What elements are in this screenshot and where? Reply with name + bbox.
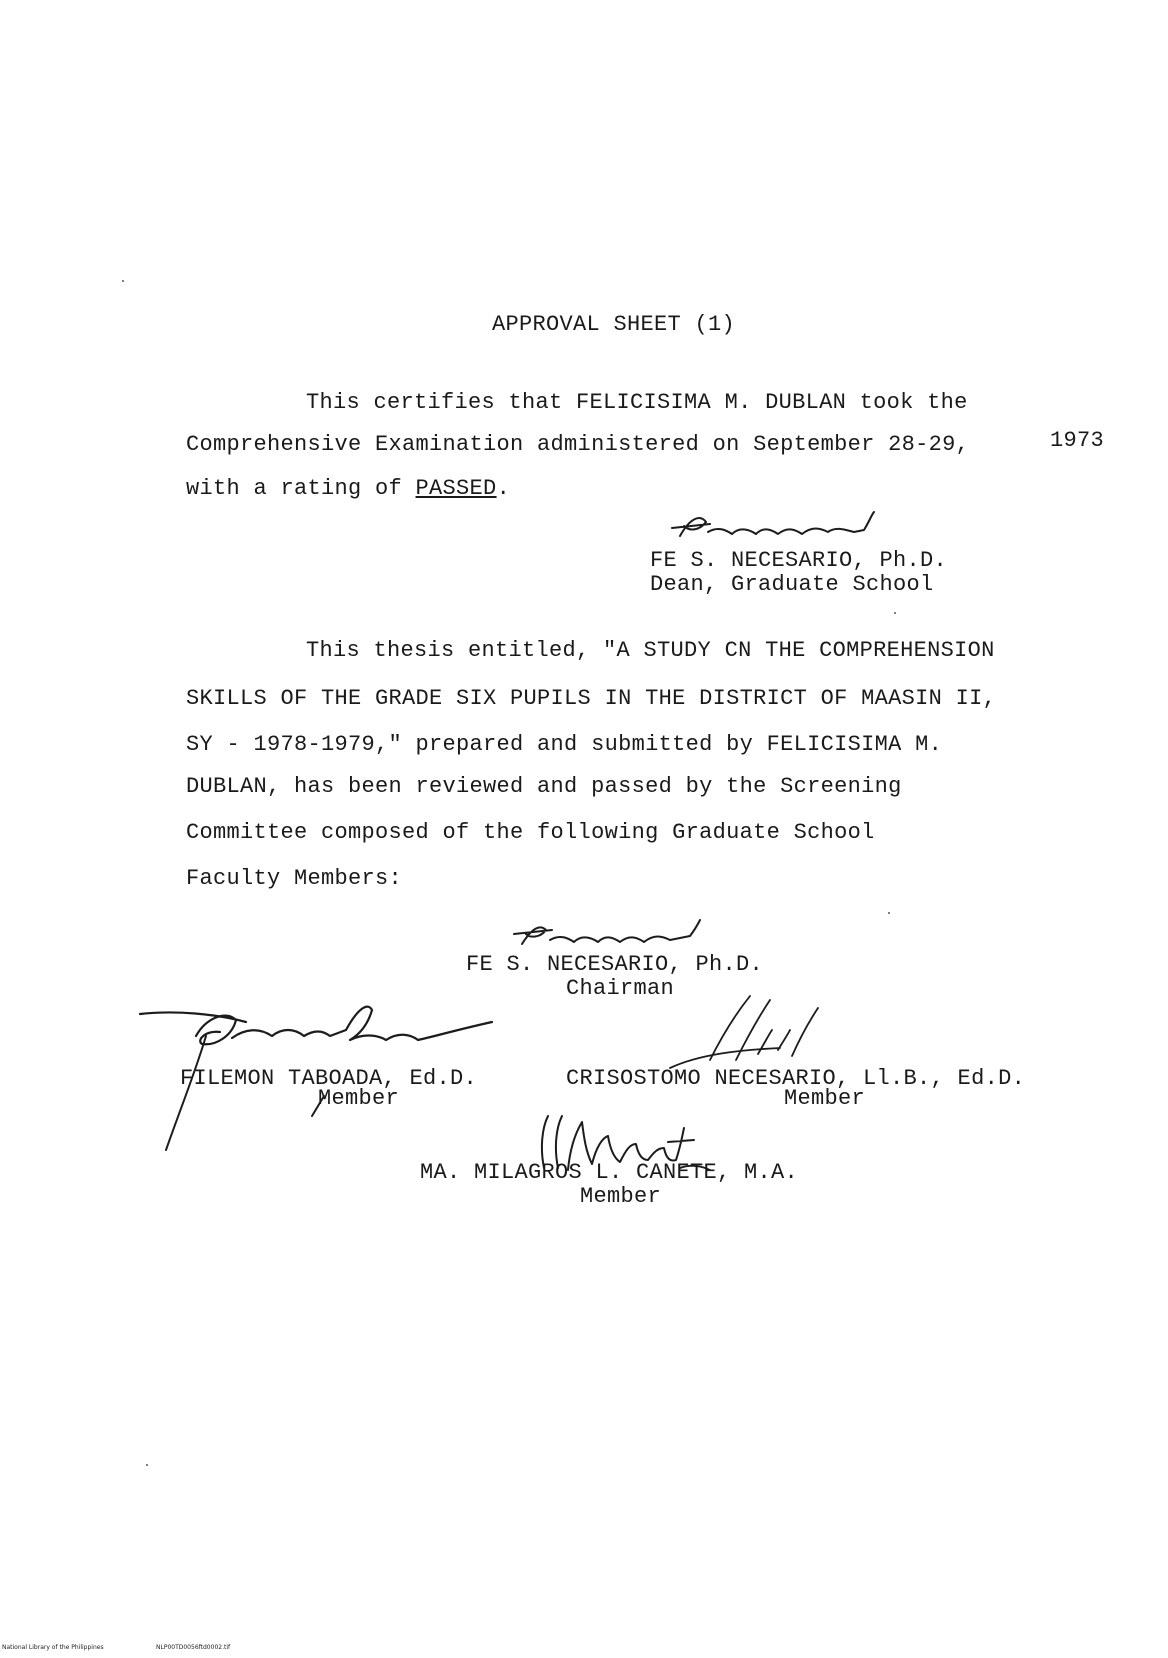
member2-name: CRISOSTOMO NECESARIO, Ll.B., Ed.D. [566, 1066, 1026, 1091]
chairman-role: Chairman [566, 976, 675, 1001]
chairman-signature [500, 916, 730, 956]
document-title: APPROVAL SHEET (1) [492, 312, 736, 337]
footer-file: NLP00TD0056ftd0002.tif [156, 1644, 231, 1651]
certification-year: 1973 [1050, 428, 1105, 453]
rating-prefix: with a rating of [186, 476, 416, 501]
certification-line-1: This certifies that FELICISIMA M. DUBLAN took the [306, 390, 968, 415]
scan-speck [894, 612, 896, 614]
member1-role: Member [318, 1086, 400, 1111]
thesis-line-2: SKILLS OF THE GRADE SIX PUPILS IN THE DISTRICT OF MAASIN II, [186, 686, 997, 711]
scan-speck [888, 912, 890, 914]
scan-speck [146, 1464, 148, 1466]
rating-suffix: . [496, 476, 511, 501]
member2-signature [650, 990, 820, 1070]
dean-signature [660, 508, 920, 548]
certification-line-3 [186, 476, 510, 502]
scan-speck [122, 280, 124, 282]
thesis-line-5: Committee composed of the following Graduate School [186, 820, 875, 845]
dean-name: FE S. NECESARIO, Ph.D. [650, 548, 948, 573]
footer-library: National Library of the Philippines [2, 1644, 104, 1651]
thesis-line-3: SY - 1978-1979," prepared and submitted by FELICISIMA M. [186, 732, 943, 757]
thesis-line-1: This thesis entitled, "A STUDY CN THE COMPREHENSION [306, 638, 995, 663]
rating-value: PASSED [415, 476, 497, 501]
member2-role: Member [784, 1086, 866, 1111]
member3-name: MA. MILAGROS L. CANETE, M.A. [420, 1160, 799, 1185]
chairman-name: FE S. NECESARIO, Ph.D. [466, 952, 764, 977]
certification-line-2: Comprehensive Examination administered on September 28-29, [186, 432, 970, 457]
member1-name: FILEMON TABOADA, Ed.D. [180, 1066, 478, 1091]
thesis-line-6: Faculty Members: [186, 866, 403, 891]
thesis-line-4: DUBLAN, has been reviewed and passed by the Screening [186, 774, 902, 799]
member3-role: Member [580, 1184, 662, 1209]
dean-title: Dean, Graduate School [650, 572, 934, 597]
